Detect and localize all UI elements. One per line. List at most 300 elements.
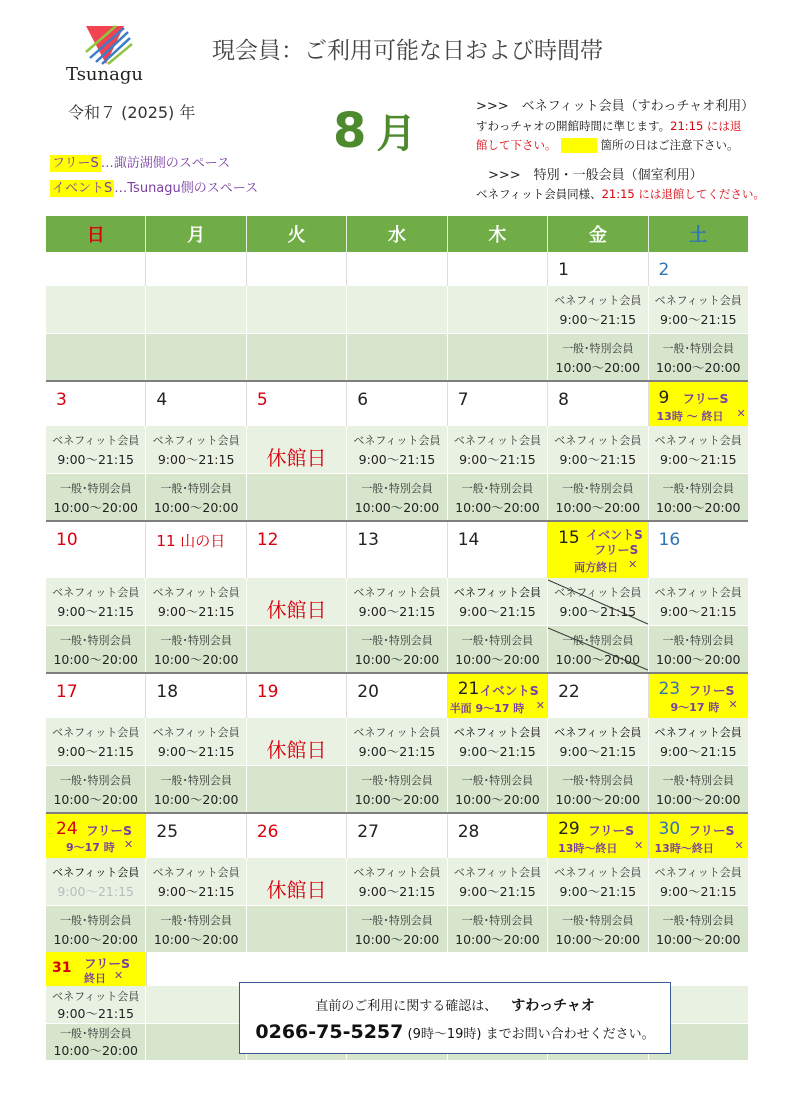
day-number: 26 bbox=[256, 822, 279, 842]
cross-icon: ✕ bbox=[734, 839, 744, 852]
general-label: 一般･特別会員 bbox=[662, 914, 734, 927]
weekday-wed: 水 bbox=[347, 216, 447, 252]
day-cell-highlight bbox=[46, 952, 147, 986]
month-unit: 月 bbox=[376, 111, 417, 157]
general-label: 一般･特別会員 bbox=[361, 774, 433, 787]
general-cell bbox=[649, 334, 748, 380]
day-cell-highlight bbox=[649, 674, 748, 718]
benefit-time: 9:00～21:15 bbox=[659, 884, 737, 899]
benefit-cell bbox=[548, 426, 648, 474]
benefit-time: 9:00～21:15 bbox=[659, 452, 737, 467]
benefit-time: 9:00～21:15 bbox=[57, 884, 134, 899]
benefit-time: 9:00～21:15 bbox=[358, 452, 436, 467]
benefit-time: 9:00～21:15 bbox=[659, 744, 737, 759]
day-cell bbox=[448, 522, 548, 578]
general-time: 10:00～20:00 bbox=[354, 652, 440, 667]
month-heading bbox=[333, 102, 416, 159]
general-label: 一般･特別会員 bbox=[562, 774, 634, 787]
day-number: 31 bbox=[52, 960, 72, 976]
general-cell bbox=[247, 474, 347, 520]
general-label: 一般･特別会員 bbox=[361, 914, 433, 927]
week-1 bbox=[46, 252, 748, 380]
note-text: すわっチャオの開館時間に準じます。 bbox=[476, 119, 671, 133]
cross-icon: ✕ bbox=[628, 558, 638, 571]
day-cell bbox=[649, 252, 748, 286]
benefit-cell bbox=[347, 718, 447, 766]
cross-icon: ✕ bbox=[728, 698, 738, 711]
benefit-time: 9:00～21:15 bbox=[157, 452, 235, 467]
day-cell-highlight bbox=[649, 814, 748, 858]
page-title: 現会員：ご利用可能な日および時間帯 bbox=[212, 38, 603, 64]
general-label: 一般･特別会員 bbox=[160, 774, 232, 787]
benefit-time: 9:00～21:15 bbox=[57, 744, 134, 759]
benefit-time: 9:00～21:15 bbox=[57, 452, 134, 467]
day-cell bbox=[146, 252, 246, 286]
benefit-time: 9:00～21:15 bbox=[358, 604, 436, 619]
closed-cell bbox=[247, 426, 347, 474]
general-time: 10:00～20:00 bbox=[153, 500, 239, 515]
benefit-time: 9:00～21:15 bbox=[358, 744, 436, 759]
benefit-cell bbox=[548, 718, 648, 766]
day-number: 6 bbox=[357, 390, 369, 410]
event-free: フリーS bbox=[594, 543, 639, 557]
benefit-label: ベネフィット会員 bbox=[52, 990, 140, 1003]
week-5 bbox=[46, 814, 748, 952]
general-cell bbox=[649, 474, 748, 520]
day-number: 8 bbox=[558, 390, 569, 410]
general-cell bbox=[448, 906, 548, 952]
benefit-cell bbox=[548, 858, 648, 906]
general-cell bbox=[347, 766, 447, 812]
day-cell bbox=[146, 382, 246, 426]
event-time: 13時 ～ 終日 bbox=[656, 410, 724, 423]
event-free: フリーS bbox=[682, 391, 729, 406]
legend-event-text: …Tsunagu側のスペース bbox=[114, 181, 259, 196]
cross-icon: ✕ bbox=[634, 839, 644, 852]
closed-cell bbox=[247, 718, 347, 766]
benefit-cell bbox=[46, 986, 146, 1024]
benefit-time: 9:00～21:15 bbox=[157, 744, 235, 759]
day-cell-highlight bbox=[649, 382, 748, 426]
benefit-label: ベネフィット会員 bbox=[453, 434, 541, 447]
benefit-cell bbox=[448, 578, 548, 626]
strike-line-icon bbox=[548, 626, 648, 672]
day-cell bbox=[147, 952, 247, 986]
benefit-cell bbox=[146, 986, 246, 1024]
contact-phone: 0266-75-5257 bbox=[255, 1021, 404, 1043]
general-cell bbox=[649, 766, 748, 812]
general-label: 一般･特別会員 bbox=[562, 342, 634, 355]
benefit-label: ベネフィット会員 bbox=[654, 434, 742, 447]
general-cell bbox=[448, 766, 548, 812]
day-number: 21 bbox=[457, 679, 480, 699]
general-cell bbox=[46, 334, 146, 380]
general-time: 10:00～20:00 bbox=[53, 652, 138, 667]
benefit-label: ベネフィット会員 bbox=[52, 586, 140, 599]
closed-label: 休館日 bbox=[266, 738, 327, 762]
benefit-cell bbox=[448, 718, 548, 766]
closed-label: 休館日 bbox=[266, 598, 327, 622]
note-general-line bbox=[476, 186, 765, 202]
event-free: フリーS bbox=[84, 956, 131, 971]
week-2 bbox=[46, 382, 748, 520]
day-number: 13 bbox=[357, 530, 379, 550]
day-number: 15 bbox=[558, 528, 580, 548]
day-number: 4 bbox=[156, 390, 168, 410]
day-cell bbox=[548, 382, 648, 426]
general-cell bbox=[46, 1024, 146, 1060]
benefit-label: ベネフィット会員 bbox=[654, 726, 742, 739]
general-cell bbox=[247, 766, 347, 812]
day-cell-highlight bbox=[548, 522, 648, 578]
contact-box bbox=[239, 982, 671, 1054]
general-label: 一般･特別会員 bbox=[59, 482, 132, 495]
benefit-time: 9:00～21:15 bbox=[559, 744, 637, 759]
day-cell bbox=[649, 522, 748, 578]
general-time: 10:00～20:00 bbox=[655, 360, 741, 375]
day-number: 11 山の日 bbox=[156, 532, 226, 550]
event-event: イベントS bbox=[479, 683, 539, 698]
benefit-cell bbox=[46, 578, 146, 626]
benefit-time: 9:00～21:15 bbox=[459, 452, 536, 467]
general-time: 10:00～20:00 bbox=[153, 932, 239, 947]
day-number: 17 bbox=[56, 682, 78, 702]
weekday-tue: 火 bbox=[247, 216, 347, 252]
benefit-label bbox=[46, 864, 145, 880]
general-label: 一般･特別会員 bbox=[461, 482, 534, 495]
note-text: ベネフィット会員同様、 bbox=[476, 187, 602, 201]
day-cell bbox=[46, 522, 146, 578]
general-time: 10:00～20:00 bbox=[555, 360, 641, 375]
day-cell bbox=[448, 952, 548, 986]
benefit-label: ベネフィット会員 bbox=[654, 294, 742, 307]
general-cell bbox=[46, 766, 146, 812]
benefit-cell bbox=[649, 718, 748, 766]
benefit-cell bbox=[347, 858, 447, 906]
general-time: 10:00～20:00 bbox=[655, 500, 741, 515]
day-cell bbox=[247, 382, 347, 426]
day-cell bbox=[347, 522, 447, 578]
day-number: 3 bbox=[56, 390, 67, 410]
day-cell bbox=[548, 252, 648, 286]
general-time: 10:00～20:00 bbox=[53, 1043, 138, 1058]
benefit-cell bbox=[46, 286, 146, 334]
event-event: イベントS bbox=[586, 528, 643, 542]
general-cell bbox=[146, 626, 246, 672]
general-label: 一般･特別会員 bbox=[662, 774, 734, 787]
benefit-cell bbox=[146, 286, 246, 334]
day-number: 1 bbox=[558, 260, 569, 280]
event-time: 半面 9～17 時 bbox=[449, 702, 525, 715]
cross-icon: ✕ bbox=[114, 969, 124, 982]
era-year: 令和７ (2025) 年 bbox=[68, 103, 196, 122]
general-time: 10:00～20:00 bbox=[53, 792, 138, 807]
closed-cell bbox=[247, 858, 347, 906]
benefit-time: 9:00～21:15 bbox=[559, 604, 637, 619]
general-label: 一般･特別会員 bbox=[361, 634, 433, 647]
general-label: 一般･特別会員 bbox=[662, 634, 734, 647]
day-cell-highlight bbox=[448, 674, 548, 718]
general-cell bbox=[146, 474, 246, 520]
note-text: 箇所の日はご注意下さい。 bbox=[600, 138, 739, 152]
event-free: フリーS bbox=[588, 823, 635, 838]
day-cell bbox=[347, 252, 447, 286]
weekday-mon: 月 bbox=[146, 216, 246, 252]
general-cell bbox=[548, 474, 648, 520]
yellow-swatch bbox=[561, 138, 597, 153]
day-number: 16 bbox=[658, 530, 681, 550]
general-cell bbox=[548, 766, 648, 812]
note-red-text: 21:15 には退館してください。 bbox=[601, 187, 765, 201]
benefit-time: 9:00～21:15 bbox=[459, 884, 536, 899]
day-cell bbox=[247, 814, 347, 858]
benefit-label-text: ベネフィット会員 bbox=[52, 866, 140, 879]
benefit-label: ベネフィット会員 bbox=[152, 726, 240, 739]
event-free: フリーS bbox=[86, 823, 133, 838]
closed-cell bbox=[247, 578, 347, 626]
day-cell bbox=[548, 674, 648, 718]
event-time: 13時～終日 bbox=[558, 842, 618, 855]
general-label: 一般･特別会員 bbox=[59, 774, 132, 787]
benefit-label: ベネフィット会員 bbox=[52, 434, 140, 447]
general-time: 10:00～20:00 bbox=[455, 932, 540, 947]
event-time: 終日 bbox=[84, 972, 106, 985]
contact-venue: すわっチャオ bbox=[511, 998, 595, 1014]
day-number: 5 bbox=[256, 390, 268, 410]
day-number: 10 bbox=[56, 530, 78, 550]
day-cell bbox=[46, 382, 146, 426]
general-cell bbox=[448, 334, 548, 380]
general-time: 10:00～20:00 bbox=[354, 792, 440, 807]
benefit-label: ベネフィット会員 bbox=[453, 586, 541, 599]
day-cell bbox=[548, 952, 648, 986]
benefit-label: ベネフィット会員 bbox=[654, 586, 742, 599]
day-cell bbox=[247, 674, 347, 718]
benefit-label: ベネフィット会員 bbox=[353, 434, 441, 447]
benefit-time: 9:00～21:15 bbox=[57, 604, 134, 619]
general-cell bbox=[649, 626, 748, 672]
benefit-label: ベネフィット会員 bbox=[152, 866, 240, 879]
benefit-label: ベネフィット会員 bbox=[453, 866, 541, 879]
benefit-label: ベネフィット会員 bbox=[453, 726, 541, 739]
benefit-label: ベネフィット会員 bbox=[152, 434, 240, 447]
general-time: 10:00～20:00 bbox=[354, 932, 440, 947]
day-number: 20 bbox=[357, 682, 379, 702]
benefit-cell bbox=[46, 426, 146, 474]
general-time: 10:00～20:00 bbox=[455, 500, 540, 515]
general-cell bbox=[46, 474, 146, 520]
benefit-time: 9:00～21:15 bbox=[358, 884, 436, 899]
day-cell bbox=[247, 522, 347, 578]
event-free: フリーS bbox=[688, 823, 735, 838]
benefit-label: ベネフィット会員 bbox=[353, 586, 441, 599]
day-cell bbox=[347, 674, 447, 718]
benefit-cell bbox=[649, 286, 748, 334]
benefit-cell bbox=[247, 286, 347, 334]
benefit-label: ベネフィット会員 bbox=[353, 726, 441, 739]
benefit-label: ベネフィット会員 bbox=[654, 866, 742, 879]
contact-line2 bbox=[240, 1021, 670, 1043]
general-label: 一般･特別会員 bbox=[461, 914, 534, 927]
general-time: 10:00～20:00 bbox=[555, 932, 641, 947]
closed-label: 休館日 bbox=[266, 446, 327, 470]
benefit-label: ベネフィット会員 bbox=[554, 586, 642, 599]
general-cell bbox=[347, 474, 447, 520]
general-cell-struck bbox=[548, 626, 648, 672]
general-label: 一般･特別会員 bbox=[662, 342, 734, 355]
contact-hours: (9時～19時) bbox=[403, 1027, 486, 1042]
closed-label: 休館日 bbox=[266, 878, 327, 902]
benefit-cell bbox=[146, 426, 246, 474]
general-cell bbox=[46, 626, 146, 672]
day-cell bbox=[146, 674, 246, 718]
day-number: 19 bbox=[256, 682, 279, 702]
general-cell bbox=[247, 334, 347, 380]
general-cell bbox=[146, 906, 246, 952]
general-time: 10:00～20:00 bbox=[53, 932, 138, 947]
benefit-label: ベネフィット会員 bbox=[554, 866, 642, 879]
benefit-cell bbox=[649, 858, 748, 906]
benefit-cell bbox=[46, 718, 146, 766]
day-number: 7 bbox=[457, 390, 469, 410]
general-cell bbox=[247, 626, 347, 672]
general-time: 10:00～20:00 bbox=[153, 652, 239, 667]
general-cell bbox=[347, 626, 447, 672]
day-number: 27 bbox=[357, 822, 379, 842]
day-cell bbox=[146, 522, 246, 578]
benefit-cell bbox=[347, 578, 447, 626]
event-time: 両方終日 bbox=[574, 561, 619, 574]
day-cell bbox=[347, 814, 447, 858]
benefit-cell bbox=[448, 426, 548, 474]
benefit-cell bbox=[448, 858, 548, 906]
general-cell bbox=[347, 906, 447, 952]
cross-icon: ✕ bbox=[124, 838, 134, 851]
day-number: 28 bbox=[457, 822, 480, 842]
benefit-cell bbox=[448, 286, 548, 334]
day-number: 9 bbox=[658, 388, 670, 408]
benefit-cell bbox=[146, 858, 246, 906]
day-cell bbox=[448, 814, 548, 858]
benefit-label: ベネフィット会員 bbox=[554, 726, 642, 739]
weekday-sun: 日 bbox=[46, 216, 146, 252]
event-free: フリーS bbox=[688, 683, 735, 698]
general-time: 10:00～20:00 bbox=[555, 792, 641, 807]
legend-free bbox=[50, 152, 230, 171]
note-benefit-line2 bbox=[476, 137, 739, 153]
weekday-fri: 金 bbox=[548, 216, 648, 252]
general-time: 10:00～20:00 bbox=[655, 652, 741, 667]
benefit-time: 9:00～21:15 bbox=[157, 604, 235, 619]
benefit-cell bbox=[347, 286, 447, 334]
benefit-label: ベネフィット会員 bbox=[554, 434, 642, 447]
general-cell bbox=[146, 334, 246, 380]
legend-free-text: …諏訪湖側のスペース bbox=[100, 156, 231, 171]
note-benefit-line1 bbox=[476, 118, 741, 134]
day-cell bbox=[448, 252, 548, 286]
benefit-cell bbox=[347, 426, 447, 474]
general-label: 一般･特別会員 bbox=[562, 914, 634, 927]
legend-event bbox=[50, 177, 258, 196]
general-label: 一般･特別会員 bbox=[562, 634, 634, 647]
general-label: 一般･特別会員 bbox=[59, 914, 132, 927]
general-time: 10:00～20:00 bbox=[153, 792, 239, 807]
contact-tail: までお問い合わせください。 bbox=[485, 1027, 655, 1042]
general-label: 一般･特別会員 bbox=[160, 914, 232, 927]
general-cell bbox=[146, 1024, 246, 1060]
benefit-time: 9:00～21:15 bbox=[559, 312, 637, 327]
general-label: 一般･特別会員 bbox=[461, 634, 534, 647]
general-time: 10:00～20:00 bbox=[354, 500, 440, 515]
contact-intro: 直前のご利用に関する確認は、 bbox=[315, 999, 498, 1014]
benefit-time: 9:00～21:15 bbox=[559, 452, 637, 467]
general-label: 一般･特別会員 bbox=[562, 482, 634, 495]
month-number: 8 bbox=[333, 103, 367, 159]
general-cell bbox=[448, 626, 548, 672]
day-cell bbox=[347, 382, 447, 426]
benefit-label: ベネフィット会員 bbox=[152, 586, 240, 599]
contact-line1 bbox=[240, 995, 670, 1015]
day-cell bbox=[247, 952, 347, 986]
general-cell bbox=[548, 906, 648, 952]
note-benefit-heading: >>> ベネフィット会員（すわっチャオ利用） bbox=[476, 99, 755, 114]
general-time: 10:00～20:00 bbox=[655, 792, 741, 807]
day-number: 30 bbox=[658, 819, 681, 839]
day-number: 14 bbox=[457, 530, 480, 550]
benefit-cell bbox=[548, 286, 648, 334]
benefit-time: 9:00～21:15 bbox=[659, 604, 737, 619]
day-cell bbox=[247, 252, 347, 286]
legend-free-tag: フリーS bbox=[52, 156, 99, 171]
day-cell-highlight bbox=[548, 814, 648, 858]
day-cell bbox=[146, 814, 246, 858]
event-time: 9～17 時 bbox=[66, 841, 115, 854]
benefit-cell-struck bbox=[548, 578, 648, 626]
day-number: 18 bbox=[156, 682, 179, 702]
benefit-cell bbox=[146, 578, 246, 626]
strike-line-icon bbox=[548, 578, 648, 626]
general-time: 10:00～20:00 bbox=[455, 792, 540, 807]
day-cell bbox=[347, 952, 447, 986]
benefit-time: 9:00～21:15 bbox=[459, 604, 536, 619]
note-general-heading: >>> 特別・一般会員（個室利用） bbox=[488, 168, 703, 183]
day-cell bbox=[46, 674, 146, 718]
weekday-thu: 木 bbox=[448, 216, 548, 252]
day-number: 29 bbox=[558, 819, 580, 839]
day-cell bbox=[448, 382, 548, 426]
note-red-text: 21:15 には退 bbox=[670, 119, 742, 133]
benefit-label: ベネフィット会員 bbox=[554, 294, 642, 307]
note-red-text: 館して下さい。 bbox=[476, 138, 557, 152]
day-number: 22 bbox=[558, 682, 580, 702]
day-number: 25 bbox=[156, 822, 179, 842]
day-cell-highlight bbox=[46, 814, 146, 858]
general-time: 10:00～20:00 bbox=[555, 500, 641, 515]
general-label: 一般･特別会員 bbox=[160, 482, 232, 495]
benefit-label: ベネフィット会員 bbox=[353, 866, 441, 879]
benefit-cell bbox=[649, 578, 748, 626]
day-number: 2 bbox=[658, 260, 670, 280]
day-cell bbox=[648, 952, 748, 986]
benefit-time: 9:00～21:15 bbox=[559, 884, 637, 899]
benefit-label: ベネフィット会員 bbox=[52, 726, 140, 739]
general-label: 一般･特別会員 bbox=[59, 634, 132, 647]
day-cell bbox=[46, 252, 146, 286]
week-4 bbox=[46, 674, 748, 812]
general-label: 一般･特別会員 bbox=[662, 482, 734, 495]
general-cell bbox=[649, 906, 748, 952]
general-cell bbox=[146, 766, 246, 812]
